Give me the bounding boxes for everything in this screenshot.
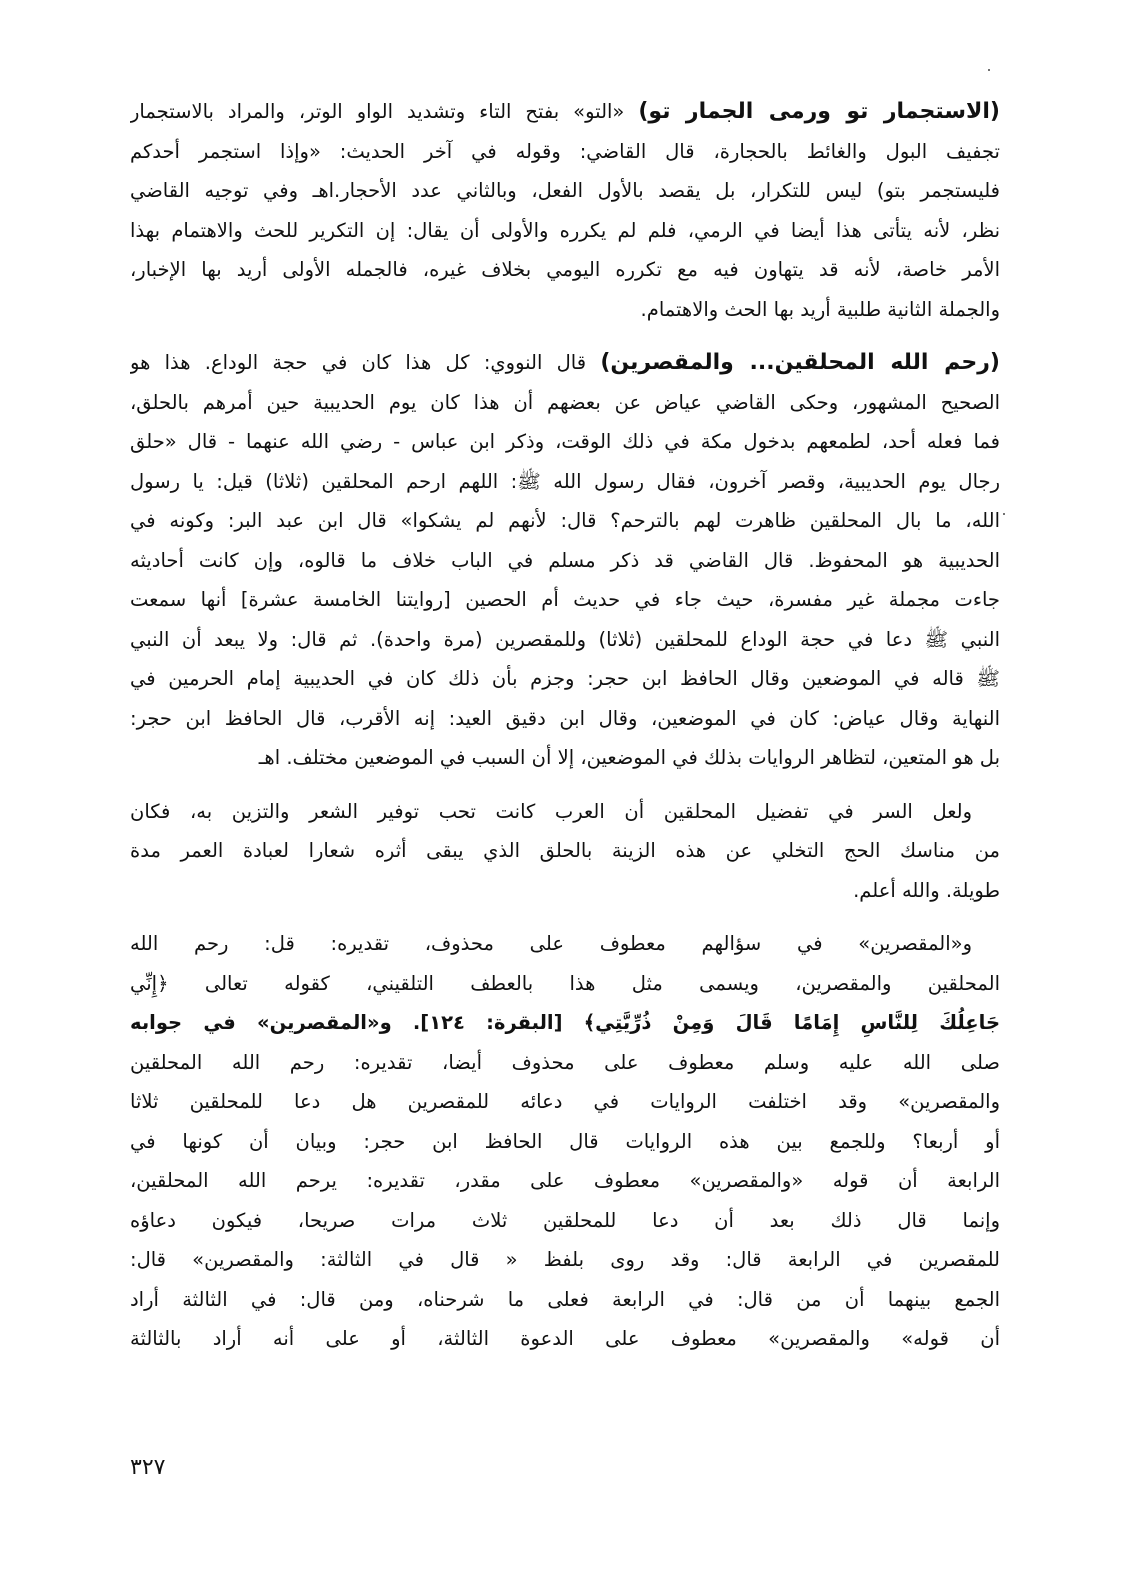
text-line: (رحم الله المحلقين... والمقصرين) قال النووي: كل هذا كان في حجة الوداع. هذا هو bbox=[130, 350, 1000, 375]
text-line: أو أربعا؟ وللجمع بين هذه الروايات قال الحافظ ابن حجر: وبيان أن كونها في bbox=[130, 1129, 1000, 1153]
paragraph-secret-of-shaving bbox=[130, 792, 1000, 911]
text-line: بل هو المتعين، لتظاهر الروايات بذلك في الموضعين، إلا أن السبب في الموضعين مختلف. اهـ bbox=[258, 746, 1000, 769]
text-line: أن قوله» والمقصرين» معطوف على الدعوة الثالثة، أو على أنه أراد بالثالثة bbox=[130, 1327, 1000, 1350]
text-line: النهاية وقال عياض: كان في الموضعين، وقال ابن دقيق العيد: إنه الأقرب، قال الحافظ ابن حجر: bbox=[130, 706, 1000, 730]
paragraph-muhalliqin bbox=[130, 343, 1000, 778]
text-line: الحديبية هو المحفوظ. قال القاضي قد ذكر مسلم في الباب خلاف ما قالوه، وإن كانت أحاديثه bbox=[130, 548, 1000, 572]
text-line: فما فعله أحد، لطمعهم بدخول مكة في ذلك الوقت، وذكر ابن عباس - رضي الله عنهما - قال «حلق bbox=[130, 430, 1000, 453]
text-line: وإنما قال ذلك بعد أن دعا للمحلقين ثلاث مرات صريحا، فيكون دعاؤه bbox=[130, 1208, 1000, 1232]
scan-speck bbox=[1003, 513, 1005, 515]
text-line: رجال يوم الحديبية، وقصر آخرون، فقال رسول الله ﷺ: اللهم ارحم المحلقين (ثلاثا) قيل: يا رسول bbox=[130, 469, 1000, 493]
text-line: طويلة. والله أعلم. bbox=[853, 878, 1000, 902]
text-line: (الاستجمار تو ورمى الجمار تو) «التو» بفتح التاء وتشديد الواو الوتر، والمراد بالاستجمار bbox=[130, 99, 1000, 124]
text-line: ولعل السر في تفضيل المحلقين أن العرب كانت تحب توفير الشعر والتزين به، فكان bbox=[130, 799, 972, 823]
paragraph-istijmar bbox=[130, 92, 1000, 329]
text-line: المحلقين والمقصرين، ويسمى مثل هذا بالعطف التلقيني، كقوله تعالى ﴿إِنِّي bbox=[130, 971, 1000, 995]
text-line: تجفيف البول والغائط بالحجارة، قال القاضي: وقوله في آخر الحديث: «وإذا استجمر أحدكم bbox=[130, 139, 1000, 163]
quran-verse-line: جَاعِلُكَ لِلنَّاسِ إِمَامًا قَالَ وَمِنْ ذُرِّيَّتِي﴾ [البقرة: ١٢٤]. و«المقصرين» في جوابه bbox=[130, 1011, 1000, 1034]
text-line: فليستجمر بتو) ليس للتكرار، بل يقصد بالأول الفعل، وبالثاني عدد الأحجار.اهـ وفي توجيه القاضي bbox=[130, 179, 1000, 202]
text-line: ﷺ قاله في الموضعين وقال الحافظ ابن حجر: وجزم بأن ذلك كان في الحديبية إمام الحرمين في bbox=[130, 667, 1000, 690]
text-line: والمقصرين» وقد اختلفت الروايات في دعائه للمقصرين هل دعا للمحلقين ثلاثا bbox=[130, 1090, 1000, 1113]
text-line: النبي ﷺ دعا في حجة الوداع للمحلقين (ثلاثا) وللمقصرين (مرة واحدة). ثم قال: ولا يبعد أن النبي bbox=[130, 627, 1000, 651]
book-page bbox=[130, 92, 1000, 1373]
text-line: والجملة الثانية طلبية أريد بها الحث والاهتمام. bbox=[640, 297, 1000, 321]
page-number: ٣٢٧ bbox=[130, 1455, 166, 1480]
text-line: الأمر خاصة، لأنه قد يتهاون فيه مع تكرره اليومي بخلاف غيره، فالجمله الأولى أريد بها الإخبار، bbox=[130, 258, 1000, 281]
text-line: للمقصرين في الرابعة قال: وقد روى بلفظ « قال في الثالثة: والمقصرين» قال: bbox=[130, 1248, 1000, 1271]
text-line: الجمع بينهما أن من قال: في الرابعة فعلى ما شرحناه، ومن قال: في الثالثة أراد bbox=[130, 1287, 1000, 1311]
section-heading: (الاستجمار تو ورمى الجمار تو) bbox=[638, 99, 1000, 124]
text-line: نظر، لأنه يتأتى هذا أيضا في الرمي، فلم لم يكرره والأولى أن يقال: إن التكرير للحث والاهتمام بهذا bbox=[130, 218, 1000, 242]
text-line: صلى الله عليه وسلم معطوف على محذوف أيضا، تقديره: رحم الله المحلقين bbox=[130, 1050, 1000, 1074]
text-line: الرابعة أن قوله «والمقصرين» معطوف على مقدر، تقديره: يرحم الله المحلقين، bbox=[130, 1169, 1000, 1192]
scan-speck bbox=[988, 69, 990, 71]
text-line: الصحيح المشهور، وحكى القاضي عياض عن بعضهم أن هذا كان يوم الحديبية حين أمرهم بالحلق، bbox=[130, 390, 1000, 414]
text-line: جاءت مجملة غير مفسرة، حيث جاء في حديث أم الحصين [روايتنا الخامسة عشرة] أنها سمعت bbox=[130, 588, 1000, 611]
text-line: من مناسك الحج التخلي عن هذه الزينة بالحلق الذي يبقى أثره شعارا لعبادة العمر مدة bbox=[130, 839, 1000, 862]
text-line: الله، ما بال المحلقين ظاهرت لهم بالترحم؟ قال: لأنهم لم يشكوا» قال ابن عبد البر: وكونه في bbox=[130, 509, 1000, 532]
section-heading: (رحم الله المحلقين... والمقصرين) bbox=[600, 350, 1000, 375]
paragraph-muqassirin-grammar bbox=[130, 924, 1000, 1359]
text-line: و«المقصرين» في سؤالهم معطوف على محذوف، تقديره: قل: رحم الله bbox=[130, 932, 972, 955]
